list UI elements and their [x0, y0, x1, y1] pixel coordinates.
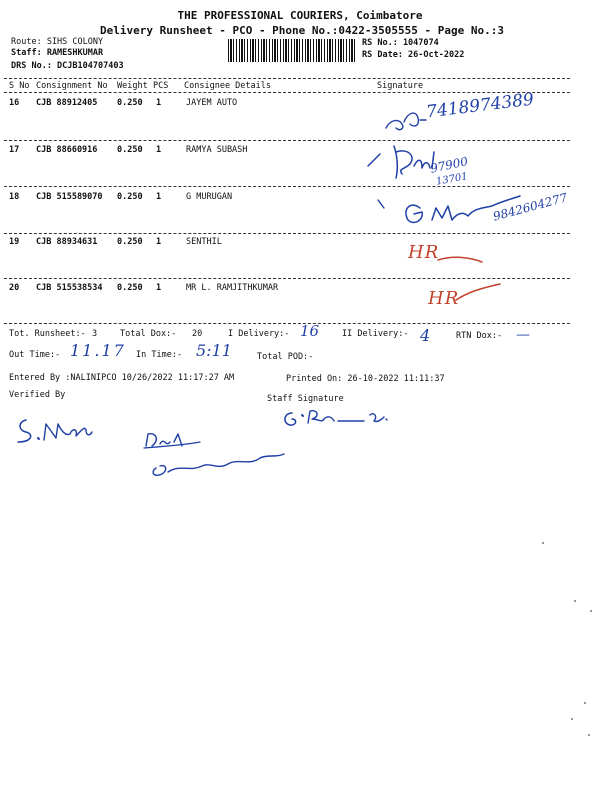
- row-sno: 18: [9, 192, 20, 202]
- total-dox-label: Total Dox:-: [120, 329, 177, 339]
- verifier-signature: [12, 416, 96, 446]
- scan-speck: [588, 734, 590, 736]
- col-consignee: Consignee Details: [184, 81, 271, 91]
- row-weight: 0.250: [117, 98, 143, 108]
- divider: [4, 233, 570, 234]
- handwritten-mark: HR: [408, 242, 440, 263]
- divider: [4, 78, 570, 79]
- scan-speck: [542, 542, 544, 544]
- rtn-dox-value: —: [516, 327, 530, 343]
- printed-on: Printed On: 26-10-2022 11:11:37: [286, 374, 445, 384]
- row-consignment: CJB 88934631: [36, 237, 98, 247]
- scan-speck: [571, 718, 573, 720]
- col-consignment: Consignment No: [36, 81, 108, 91]
- entered-by: Entered By :NALINIPCO 10/26/2022 11:17:27 AM: [9, 373, 235, 383]
- row-consignee: MR L. RAMJITHKUMAR: [186, 283, 279, 293]
- total-pod-label: Total POD:-: [257, 352, 314, 362]
- row-weight: 0.250: [117, 145, 143, 155]
- tot-runsheet-label: Tot. Runsheet:-: [9, 329, 86, 339]
- i-delivery-label: I Delivery:-: [228, 329, 290, 339]
- col-sno: S No: [9, 81, 30, 91]
- company-title: THE PROFESSIONAL COURIERS, Coimbatore: [177, 9, 423, 22]
- in-time-value: 5:11: [196, 341, 232, 360]
- row-consignee: SENTHIL: [186, 237, 222, 247]
- row-consignment: CJB 88912405: [36, 98, 98, 108]
- scan-speck: [590, 610, 592, 612]
- handwritten-number: 13701: [435, 171, 469, 188]
- row-weight: 0.250: [117, 237, 143, 247]
- row-consignee: G MURUGAN: [186, 192, 233, 202]
- col-pcs: PCS: [153, 81, 169, 91]
- divider: [4, 92, 570, 93]
- i-delivery-value: 16: [300, 322, 320, 340]
- staff-signature-initials: [278, 407, 394, 431]
- row-pcs: 1: [156, 98, 162, 108]
- handwritten-phone: 9842604277: [491, 190, 569, 224]
- row-sno: 19: [9, 237, 20, 247]
- row-sno: 17: [9, 145, 20, 155]
- divider: [4, 323, 570, 324]
- row-consignment: CJB 515589070: [36, 192, 103, 202]
- row-weight: 0.250: [117, 192, 143, 202]
- divider: [4, 278, 570, 279]
- handwritten-stroke: [454, 282, 504, 306]
- route-label: Route: SIHS COLONY: [11, 37, 104, 47]
- verified-by-label: Verified By: [9, 390, 66, 400]
- scan-speck: [574, 600, 576, 602]
- row-consignment: CJB 88660916: [36, 145, 98, 155]
- barcode: [228, 39, 355, 62]
- row-pcs: 1: [156, 145, 162, 155]
- row-pcs: 1: [156, 237, 162, 247]
- ii-delivery-label: II Delivery:-: [342, 329, 409, 339]
- row-sno: 20: [9, 283, 20, 293]
- col-weight: Weight: [117, 81, 148, 91]
- out-time-value: 11.17: [70, 341, 126, 360]
- row-sno: 16: [9, 98, 20, 108]
- handwritten-number: 97900: [428, 154, 470, 176]
- row-weight: 0.250: [117, 283, 143, 293]
- out-time-label: Out Time:-: [9, 350, 61, 360]
- staff-label: Staff: RAMESHKUMAR: [11, 48, 104, 58]
- staff-signature-label: Staff Signature: [267, 394, 344, 404]
- row-pcs: 1: [156, 283, 162, 293]
- handwritten-mark: HR: [428, 288, 460, 309]
- rtn-dox-label: RTN Dox:-: [456, 331, 503, 341]
- rs-date: RS Date: 26-Oct-2022: [362, 50, 465, 60]
- drs-number: DRS No.: DCJB104707403: [11, 61, 124, 71]
- handwritten-phone: 7418974389: [425, 89, 535, 123]
- ii-delivery-value: 4: [420, 326, 431, 345]
- handwritten-stroke: [436, 254, 486, 268]
- runsheet-subtitle: Delivery Runsheet - PCO - Phone No.:0422-3505555 - Page No.:3: [100, 24, 504, 37]
- row-consignment: CJB 515538534: [36, 283, 103, 293]
- in-time-label: In Time:-: [136, 350, 183, 360]
- staff-signature: [140, 428, 288, 484]
- row-pcs: 1: [156, 192, 162, 202]
- scan-speck: [584, 702, 586, 704]
- row-consignee: JAYEM AUTO: [186, 98, 238, 108]
- rs-number: RS No.: 1047074: [362, 38, 439, 48]
- total-dox-value: 20: [192, 329, 203, 339]
- tot-runsheet-value: 3: [92, 329, 98, 339]
- row-consignee: RAMYA SUBASH: [186, 145, 248, 155]
- divider: [4, 140, 570, 141]
- col-signature: Signature: [377, 81, 424, 91]
